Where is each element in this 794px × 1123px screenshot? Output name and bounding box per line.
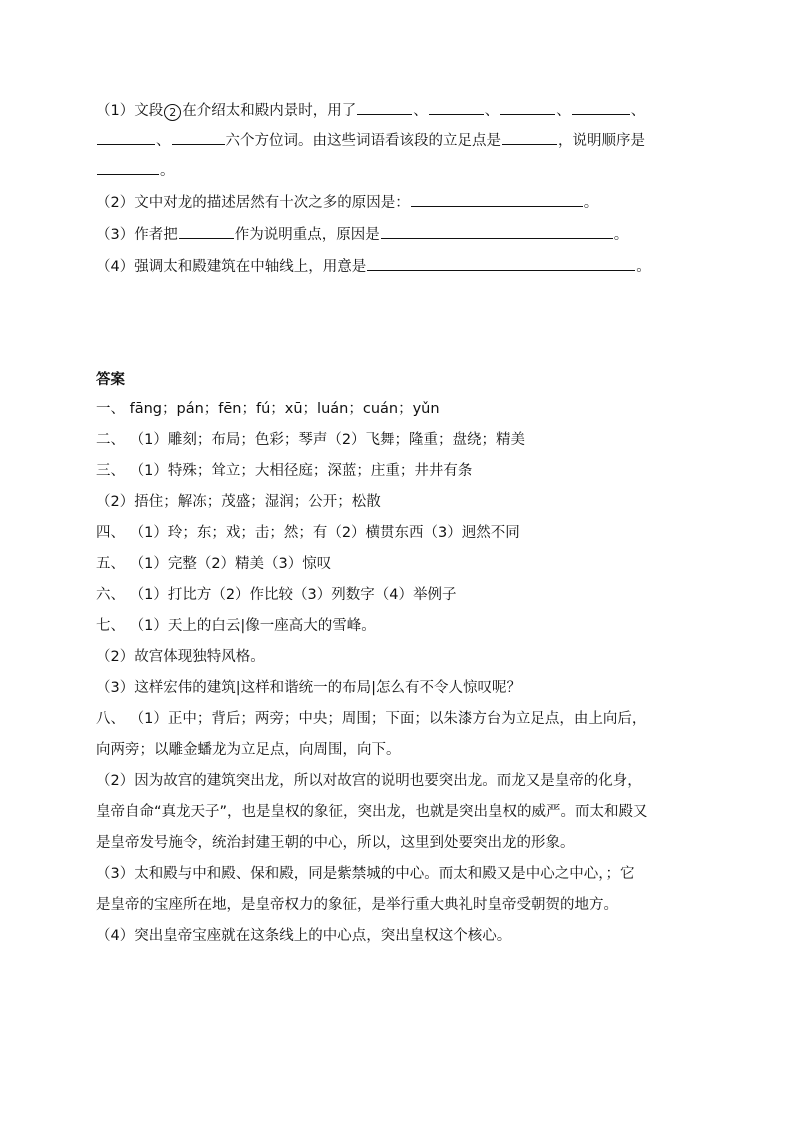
answer-line: （3）这样宏伟的建筑|这样和谐统一的布局|怎么有不令人惊叹呢？ — [96, 680, 521, 696]
answer-blank[interactable] — [381, 224, 613, 239]
question-2 — [96, 192, 706, 213]
separator: 、 — [156, 133, 171, 149]
answer-line: （4）突出皇帝宝座就在这条线上的中心点，突出皇权这个核心。 — [96, 928, 512, 944]
question-1-line-1 — [96, 100, 706, 121]
answer-line: 皇帝自命“真龙天子”，也是皇权的象征，突出龙，也就是突出皇权的威严。而太和殿又 — [96, 804, 648, 820]
answer-blank[interactable] — [172, 130, 225, 145]
separator: 、 — [556, 103, 571, 119]
answer-line: 向两旁；以雕金蟠龙为立足点，向周围，向下。 — [96, 742, 401, 758]
question-3 — [96, 224, 706, 245]
question-1-line-3 — [96, 160, 706, 181]
question-1-prefix: （1）文段 — [96, 103, 164, 119]
answer-line: （2）因为故宫的建筑突出龙，所以对故宫的说明也要突出龙。而龙又是皇帝的化身， — [96, 773, 642, 789]
answer-blank[interactable] — [502, 130, 557, 145]
answer-blank[interactable] — [357, 100, 412, 115]
answer-line: （2）故宫体现独特风格。 — [96, 649, 265, 665]
circled-number: 2 — [164, 104, 181, 121]
question-3-text: 作为说明重点，原因是 — [234, 227, 380, 243]
answer-line: 是皇帝发号施令，统治封建王朝的中心，所以，这里到处要突出龙的形象。 — [96, 835, 575, 851]
question-1-text: ，说明顺序是 — [558, 133, 645, 149]
answer-blank[interactable] — [429, 100, 484, 115]
answer-blank[interactable] — [97, 130, 155, 145]
answer-line: 二、 （1）雕刻；布局；色彩；琴声（2）飞舞；隆重；盘绕；精美 — [96, 432, 526, 448]
answers-heading: 答案 — [96, 372, 125, 388]
period: 。 — [583, 195, 599, 211]
answer-line: （2）捂住；解冻；茂盛；湿润；公开；松散 — [96, 494, 381, 510]
question-3-text: （3）作者把 — [96, 227, 178, 243]
separator: 、 — [630, 103, 646, 119]
period: 。 — [613, 227, 629, 243]
answer-blank[interactable] — [572, 100, 630, 115]
question-2-text: （2）文中对龙的描述居然有十次之多的原因是： — [96, 195, 410, 211]
question-4 — [96, 256, 706, 277]
answer-line: 八、 （1）正中；背后；两旁；中央；周围；下面；以朱漆方台为立足点，由上向后， — [96, 711, 647, 727]
answer-line: 七、 （1）天上的白云|像一座高大的雪峰。 — [96, 618, 376, 634]
period: 。 — [160, 163, 175, 179]
answer-blank[interactable] — [179, 224, 234, 239]
separator: 、 — [413, 103, 428, 119]
answer-blank[interactable] — [411, 192, 583, 207]
answer-blank[interactable] — [97, 160, 159, 175]
answer-blank[interactable] — [500, 100, 555, 115]
question-1-line-2 — [96, 130, 706, 151]
period: 。 — [636, 259, 651, 275]
answer-blank[interactable] — [367, 256, 635, 271]
answer-line: （3）太和殿与中和殿、保和殿，同是紫禁城的中心。而太和殿又是中心之中心，；它 — [96, 866, 635, 882]
answer-line: 六、 （1）打比方（2）作比较（3）列数字（4）举例子 — [96, 587, 457, 603]
answer-line: 五、 （1）完整（2）精美（3）惊叹 — [96, 556, 332, 572]
answer-line: 是皇帝的宝座所在地，是皇帝权力的象征，是举行重大典礼时皇帝受朝贺的地方。 — [96, 897, 618, 913]
answer-line: 一、 fāng；pán；fēn；fú；xū；luán；cuán；yǔn — [96, 401, 440, 417]
question-1-text: 六个方位词。由这些词语看该段的立足点是 — [225, 133, 501, 149]
question-1-text: 在介绍太和殿内景时，用了 — [182, 103, 357, 119]
answer-line: 四、 （1）玲；东；戏；击；然；有（2）横贯东西（3）迥然不同 — [96, 525, 520, 541]
question-4-text: （4）强调太和殿建筑在中轴线上，用意是 — [96, 259, 367, 275]
separator: 、 — [484, 103, 500, 119]
answer-line: 三、 （1）特殊；耸立；大相径庭；深蓝；庄重；井井有条 — [96, 463, 473, 479]
